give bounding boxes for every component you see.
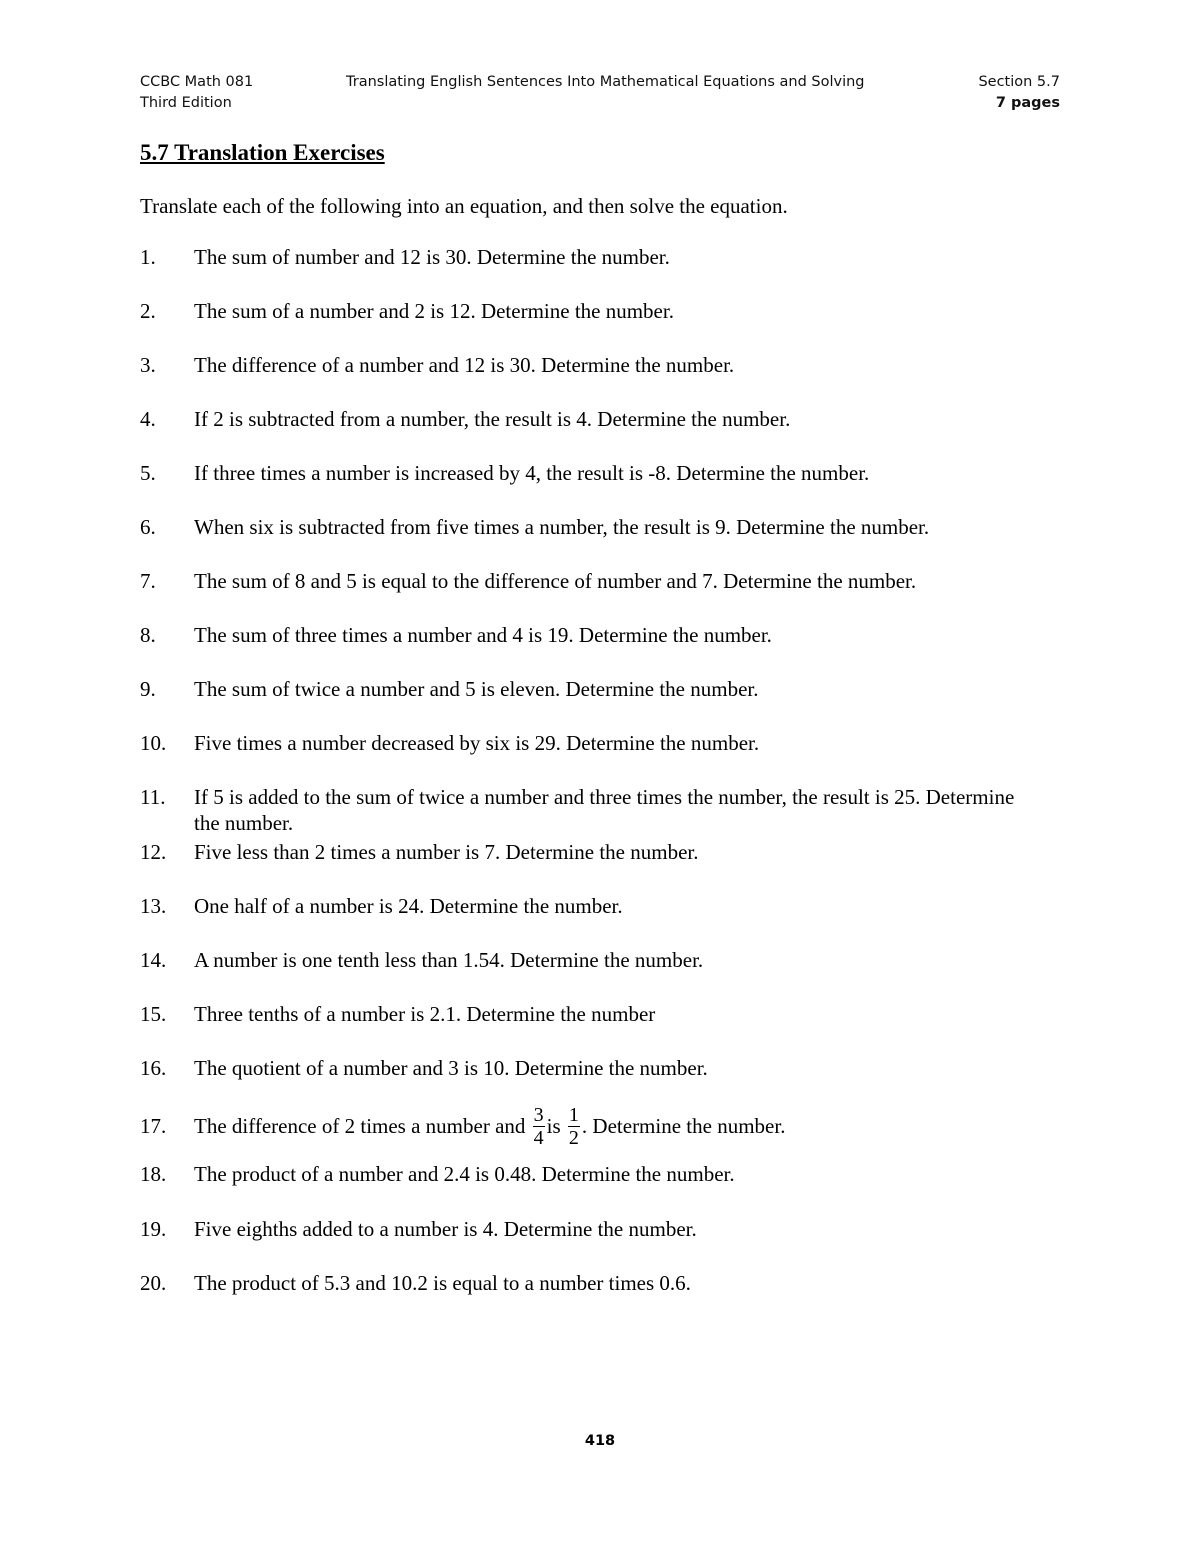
exercise-number: 7. (140, 569, 156, 593)
exercise-number: 13. (140, 894, 167, 918)
exercise-number: 5. (140, 461, 156, 485)
instructions: Translate each of the following into an equation, and then solve the equation. (140, 194, 788, 218)
exercise-text: Five eighths added to a number is 4. Determine the number. (194, 1217, 697, 1241)
exercise-text: The product of 5.3 and 10.2 is equal to a number times 0.6. (194, 1271, 691, 1295)
exercise-number: 6. (140, 515, 156, 539)
exercise-text: The difference of a number and 12 is 30. Determine the number. (194, 353, 735, 377)
exercise-text: The quotient of a number and 3 is 10. Determine the number. (194, 1056, 708, 1080)
exercise-number: 12. (140, 840, 167, 864)
header-topic: Translating English Sentences Into Mathematical Equations and Solving (346, 74, 865, 90)
exercise-text: The sum of number and 12 is 30. Determine the number. (194, 245, 670, 269)
fraction-denominator: 2 (568, 1126, 579, 1149)
header-left (140, 72, 253, 114)
exercise-number: 3. (140, 353, 156, 377)
page-title: 5.7 Translation Exercises (140, 140, 385, 165)
fraction (568, 1104, 580, 1149)
exercise-number: 8. (140, 623, 156, 647)
exercise-text: A number is one tenth less than 1.54. Determine the number. (194, 948, 704, 972)
exercise-number: 11. (140, 785, 166, 809)
exercise-number: 1. (140, 245, 156, 269)
exercise-number: 9. (140, 677, 156, 701)
exercise-text: The sum of a number and 2 is 12. Determine the number. (194, 299, 674, 323)
exercise-text: Three tenths of a number is 2.1. Determine the number (194, 1002, 656, 1026)
exercise-text-part: . Determine the number. (581, 1114, 786, 1138)
section-label: Section 5.7 (978, 74, 1060, 90)
exercise-text: The product of a number and 2.4 is 0.48. Determine the number. (194, 1162, 735, 1186)
exercise-text: The sum of 8 and 5 is equal to the difference of number and 7. Determine the number. (194, 569, 917, 593)
exercise-text: The sum of twice a number and 5 is eleven. Determine the number. (194, 677, 759, 701)
exercise-text-part: is (546, 1114, 561, 1138)
fraction-numerator: 1 (568, 1103, 579, 1126)
exercise-text-part: The difference of 2 times a number and (194, 1114, 526, 1138)
exercise-number: 20. (140, 1271, 167, 1295)
exercise-text: One half of a number is 24. Determine the number. (194, 894, 623, 918)
exercise-text (194, 1095, 1054, 1157)
exercise-number: 10. (140, 731, 167, 755)
exercise-text: Five less than 2 times a number is 7. Determine the number. (194, 840, 699, 864)
exercise-text: If 5 is added to the sum of twice a number and three times the number, the result is 25. Determine the number. (194, 785, 1015, 835)
exercise-text: The sum of three times a number and 4 is 19. Determine the number. (194, 623, 772, 647)
exercise-text: If 2 is subtracted from a number, the result is 4. Determine the number. (194, 407, 791, 431)
page-count: 7 pages (995, 95, 1060, 111)
exercise-number: 2. (140, 299, 156, 323)
page-number: 418 (584, 1433, 616, 1449)
exercise-text: When six is subtracted from five times a number, the result is 9. Determine the number. (194, 515, 930, 539)
exercise-number: 18. (140, 1162, 167, 1186)
exercise-number: 4. (140, 407, 156, 431)
header-right (978, 72, 1060, 114)
exercise-text: Five times a number decreased by six is 29. Determine the number. (194, 731, 760, 755)
exercise-number: 17. (140, 1114, 167, 1138)
exercise-number: 15. (140, 1002, 167, 1026)
fraction (533, 1104, 545, 1149)
exercise-number: 14. (140, 948, 167, 972)
course-name: CCBC Math 081 (140, 74, 254, 90)
edition: Third Edition (140, 95, 232, 111)
fraction-denominator: 4 (533, 1126, 544, 1149)
exercise-text: If three times a number is increased by 4, the result is -8. Determine the number. (194, 461, 870, 485)
exercise-number: 16. (140, 1056, 167, 1080)
fraction-numerator: 3 (533, 1103, 544, 1126)
exercise-number: 19. (140, 1217, 167, 1241)
